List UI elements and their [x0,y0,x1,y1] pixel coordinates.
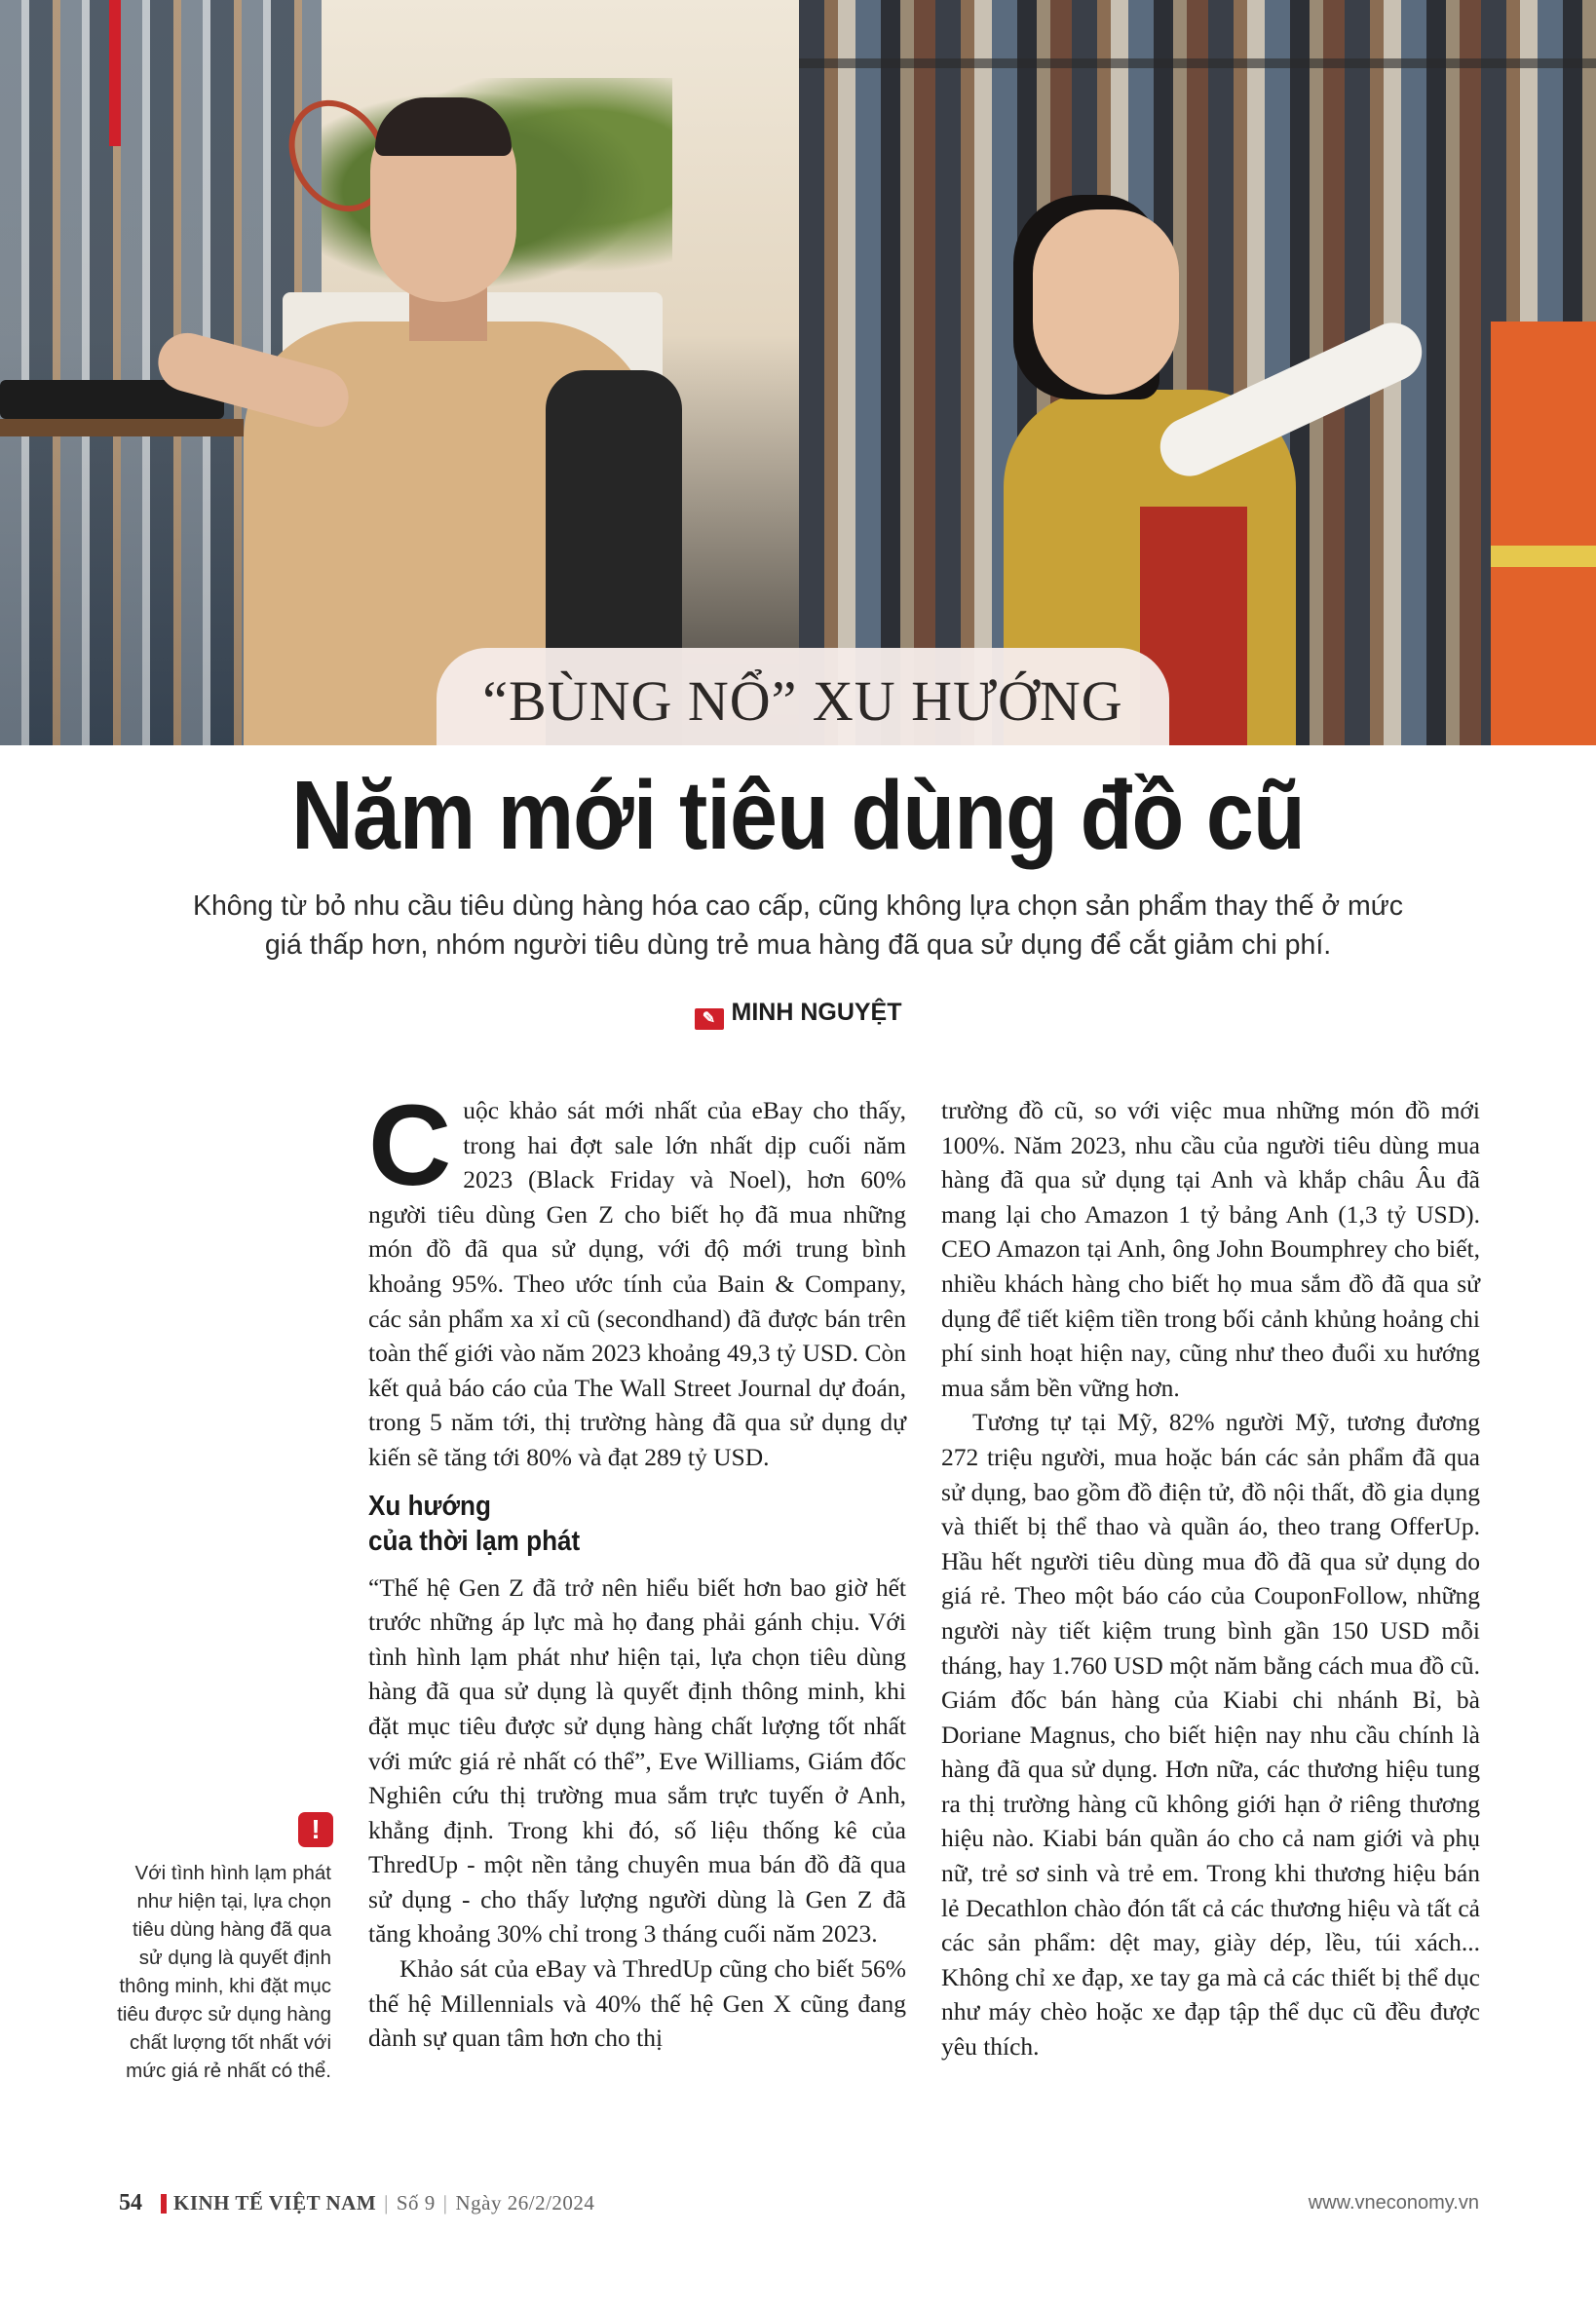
wooden-shelf [0,419,244,436]
pull-quote: Với tình hình lạm phát như hiện tại, lựa chọn tiêu dùng hàng đã qua sử dụng là quyết định thông minh, khi đặt mục tiêu được sử dụng hàng chất lượng tốt nhất với mức giá rẻ nhất có thể. [117,1862,331,2082]
byline [0,999,1596,1030]
subheading-line: của thời lạm phát [368,1525,581,1557]
author-name: MINH NGUYỆT [731,999,902,1026]
clothes-rail [799,58,1596,68]
paragraph: trường đồ cũ, so với việc mua những món đồ mới 100%. Năm 2023, nhu cầu của người tiêu dùng mua hàng đã qua sử dụng tại Anh và khắp châu Âu đã mang lại cho Amazon 1 tỷ bảng Anh (1,3 tỷ USD). CEO Amazon tại Anh, ông John Boumphrey cho biết, nhiều khách hàng cho biết họ mua sắm đồ đã qua sử dụng để tiết kiệm tiền trong bối cảnh khủng hoảng chi phí sinh hoạt hiện nay, cũng như theo đuổi xu hướng mua sắm bền vững hơn. [941,1096,1480,1402]
kicker: “BÙNG NỔ” XU HƯỚNG [482,669,1123,733]
paragraph: Tương tự tại Mỹ, 82% người Mỹ, tương đương 272 triệu người, mua hoặc bán các sản phẩm đã qua sử dụng, bao gồm đồ điện tử, đồ nội thất, đồ gia dụng và thiết bị thể thao và quần áo, theo trang OfferUp. Hầu hết người tiêu dùng mua đồ đã qua sử dụng do giá rẻ. Theo một báo cáo của CouponFollow, những người này tiết kiệm trung bình gần 150 USD mỗi tháng, hay 1.760 USD một năm bằng cách mua đồ cũ. Giám đốc bán hàng của Kiabi chi nhánh Bỉ, bà Doriane Magnus, cho biết hiện nay nhu cầu chính là hàng đã qua sử dụng. Hơn nữa, các thương hiệu tung ra thị trường hàng cũ không giới hạn ở riêng thương hiệu nào. Kiabi bán quần áo cho cả nam giới và phụ nữ, trẻ sơ sinh và trẻ em. Trong khi thương hiệu bán lẻ Decathlon chào đón tất cả các thương hiệu và tất cả các sản phẩm: dệt may, giày dép, lều, túi xách... Không chỉ xe đạp, xe tay ga mà cả các thiết bị thể dục như máy chèo hoặc xe đạp tập thể dục cũ đều được yêu thích. [941,1408,1480,2062]
website-link[interactable]: www.vneconomy.vn [1308,2192,1479,2214]
separator: | [442,2191,448,2214]
publication-info [173,2191,594,2215]
separator: | [384,2191,389,2214]
page-footer [119,2190,1479,2219]
issue-number: Số 9 [396,2191,436,2214]
subheading-line: Xu hướng [368,1490,491,1522]
man-hair [375,97,512,156]
page-number: 54 [119,2190,142,2215]
lead-paragraph: Không từ bỏ nhu cầu tiêu dùng hàng hóa cao cấp, cũng không lựa chọn sản phẩm thay thế ở mức giá thấp hơn, nhóm người tiêu dùng trẻ mua hàng đã qua sử dụng để cắt giảm chi phí. [192,890,1404,961]
pen-icon: ✎ [695,1008,724,1030]
article-column-left [368,1081,906,2056]
hero-photo [0,0,1596,745]
headline: Năm mới tiêu dùng đồ cũ [291,761,1305,870]
paragraph: uộc khảo sát mới nhất của eBay cho thấy, trong hai đợt sale lớn nhất dịp cuối năm 2023 (Black Friday và Noel), hơn 60% người tiêu dùng Gen Z cho biết họ đã mua những món đồ đã qua sử dụng, với độ mới trung bình khoảng 95%. Theo ước tính của Bain & Company, các sản phẩm xa xỉ cũ (secondhand) đã được bán trên toàn thế giới vào năm 2023 khoảng 49,3 tỷ USD. Còn kết quả báo cáo của The Wall Street Journal dự đoán, trong 5 năm tới, thị trường hàng đã qua sử dụng dự kiến sẽ tăng tới 80% và đạt 289 tỷ USD. [368,1096,906,1471]
reflective-stripe [1491,546,1596,567]
publication-name: KINH TẾ VIỆT NAM [173,2191,377,2214]
footer-red-marker [161,2194,167,2214]
red-accent-bar [109,0,121,146]
issue-date: Ngày 26/2/2024 [455,2191,595,2214]
paragraph: Khảo sát của eBay và ThredUp cũng cho biết 56% thế hệ Millennials và 40% thế hệ Gen X cũng đang dành sự quan tâm hơn cho thị [368,1954,906,2053]
orange-vest [1491,322,1596,745]
exclamation-icon: ! [298,1812,333,1847]
article-column-right [941,1093,1480,2064]
woman-head [1033,209,1179,395]
paragraph: “Thế hệ Gen Z đã trở nên hiểu biết hơn bao giờ hết trước những áp lực mà họ đang phải gánh chịu. Với tình hình lạm phát như hiện tại, lựa chọn tiêu dùng hàng đã qua sử dụng là quyết định thông minh, khi đặt mục tiêu được sử dụng hàng chất lượng tốt nhất với mức giá rẻ nhất có thể”, Eve Williams, Giám đốc Nghiên cứu thị trường mua sắm trực tuyến ở Anh, khẳng định. Trong khi đó, số liệu thống kê của ThredUp - một nền tảng chuyên mua bán đồ đã qua sử dụng - cho thấy lượng người dùng là Gen Z đã tăng khoảng 30% chỉ trong 3 tháng cuối năm 2023. [368,1572,906,1949]
dropcap: C [368,1081,452,1210]
subheading [368,1489,853,1559]
